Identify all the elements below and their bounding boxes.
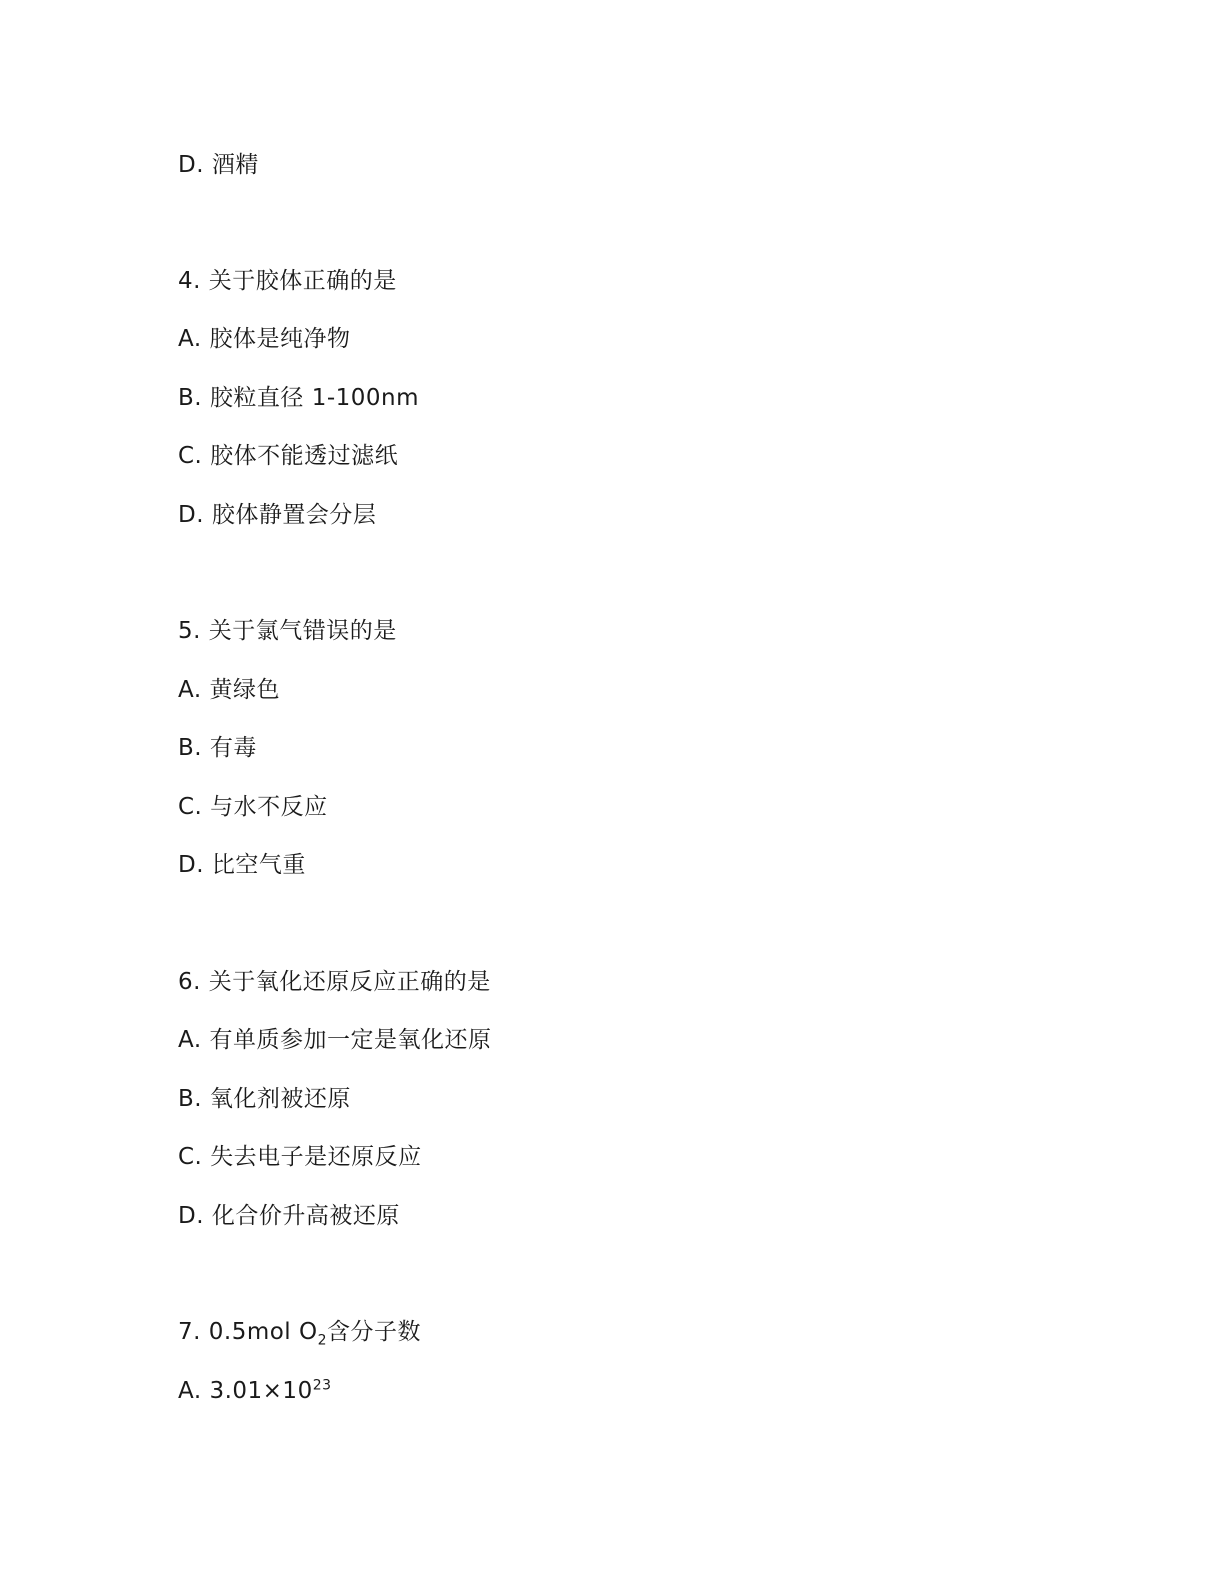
question-6-option-d: D. 化合价升高被还原 <box>178 1203 400 1229</box>
question-6-option-a: A. 有单质参加一定是氧化还原 <box>178 1027 492 1053</box>
question-7-stem-suffix: 含分子数 <box>327 1319 422 1345</box>
question-4-option-b: B. 胶粒直径 1-100nm <box>178 385 420 411</box>
question-4-option-c: C. 胶体不能透过滤纸 <box>178 443 399 469</box>
question-6-option-b: B. 氧化剂被还原 <box>178 1086 351 1112</box>
question-4-option-d: D. 胶体静置会分层 <box>178 502 377 528</box>
question-6-option-c: C. 失去电子是还原反应 <box>178 1144 422 1170</box>
question-4-stem: 4. 关于胶体正确的是 <box>178 268 397 294</box>
prev-question-option-d: D. 酒精 <box>178 152 259 178</box>
question-5-stem: 5. 关于氯气错误的是 <box>178 618 397 644</box>
question-5-option-b: B. 有毒 <box>178 735 257 761</box>
question-4-option-a: A. 胶体是纯净物 <box>178 326 351 352</box>
question-7-stem-subscript: 2 <box>317 1332 328 1349</box>
question-6-stem: 6. 关于氧化还原反应正确的是 <box>178 969 491 995</box>
question-7-stem <box>178 1317 421 1347</box>
question-7-option-a-base: A. 3.01×10 <box>178 1378 313 1404</box>
question-5-option-a: A. 黄绿色 <box>178 677 280 703</box>
question-5-option-c: C. 与水不反应 <box>178 794 328 820</box>
question-5-option-d: D. 比空气重 <box>178 852 306 878</box>
question-7-option-a <box>178 1376 332 1406</box>
question-7-option-a-exponent: 23 <box>312 1377 332 1394</box>
question-7-stem-prefix: 7. 0.5mol O <box>178 1319 318 1345</box>
